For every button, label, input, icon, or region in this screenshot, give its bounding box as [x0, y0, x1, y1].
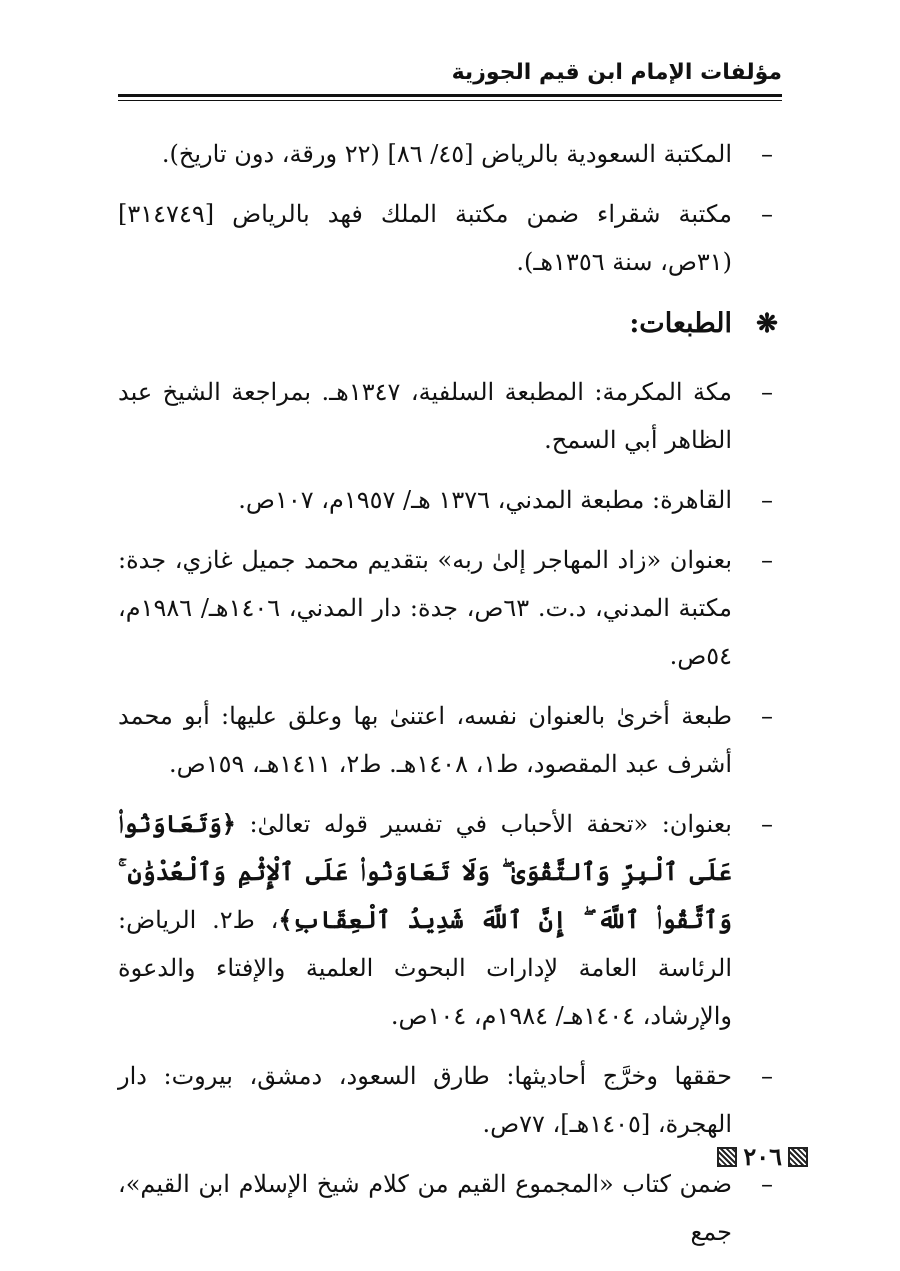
dash-bullet: –: [761, 486, 773, 514]
item-text: بعنوان «زاد المهاجر إلىٰ ربه» بتقديم محمد جميل غازي، جدة: مكتبة المدني، د.ت. ٦٣ص، جدة: دار المدني، ١٤٠٦هـ/ ١٩٨٦م، ٥٤ص.: [118, 546, 732, 670]
list-item: [118, 190, 782, 286]
page-footer: [717, 1142, 808, 1172]
item-text: القاهرة: مطبعة المدني، ١٣٧٦ هـ/ ١٩٥٧م، ١٠٧ص.: [238, 486, 732, 514]
list-item: [118, 368, 782, 464]
dash-bullet: –: [761, 810, 773, 838]
page-body: [118, 130, 782, 1268]
running-header: [118, 56, 782, 101]
dash-bullet: –: [761, 546, 773, 574]
header-rule-thin: [118, 100, 782, 101]
dash-bullet: –: [761, 378, 773, 406]
item-text: ضمن كتاب «المجموع القيم من كلام شيخ الإسلام ابن القيم»، جمع: [118, 1170, 732, 1246]
dash-bullet: –: [761, 200, 773, 228]
item-text: مكتبة شقراء ضمن مكتبة الملك فهد بالرياض [٣١٤٧٤٩] (٣١ص، سنة ١٣٥٦هـ).: [118, 200, 732, 276]
item-text: طبعة أخرىٰ بالعنوان نفسه، اعتنىٰ بها وعلق عليها: أبو محمد أشرف عبد المقصود، ط١، ١٤٠٨هـ. ط٢، ١٤١١هـ، ١٥٩ص.: [118, 702, 732, 778]
ornament-icon: [717, 1147, 737, 1167]
section-title: الطبعات:: [629, 308, 732, 339]
quran-verse: ﴿وَتَعَاوَنُوا۟ عَلَى ٱلْبِرِّ وَٱلتَّقْوَىٰ ۖ وَلَا تَعَاوَنُوا۟ عَلَى ٱلْإِثْمِ وَٱلْعُدْوَٰنِ ۚ وَٱتَّقُوا۟ ٱللَّهَ ۖ إِنَّ ٱللَّهَ شَدِيدُ ٱلْعِقَابِ﴾: [118, 809, 732, 934]
ornament-icon: [788, 1147, 808, 1167]
list-item: [118, 1052, 782, 1148]
dash-bullet: –: [761, 1062, 773, 1090]
item-text: المكتبة السعودية بالرياض [٤٥/ ٨٦] (٢٢ ورقة، دون تاريخ).: [161, 140, 732, 168]
list-item: [118, 536, 782, 680]
page-number: ٢٠٦: [743, 1142, 782, 1171]
header-rule-thick: [118, 94, 782, 97]
asterisk-icon: ❋: [756, 309, 778, 339]
dash-bullet: –: [761, 1170, 773, 1198]
item-text-rest: ، ط٢. الرياض: الرئاسة العامة لإدارات البحوث العلمية والإفتاء والدعوة والإرشاد، ١٤٠٤هـ/ ١٩٨٤م، ١٠٤ص.: [118, 906, 732, 1030]
list-item: [118, 1160, 782, 1256]
list-item: [118, 800, 782, 1040]
dash-bullet: –: [761, 702, 773, 730]
header-title: مؤلفات الإمام ابن قيم الجوزية: [451, 60, 782, 85]
list-item: [118, 476, 782, 524]
item-text: حققها وخرَّج أحاديثها: طارق السعود، دمشق، بيروت: دار الهجرة، [١٤٠٥هـ]، ٧٧ص.: [118, 1062, 732, 1138]
item-text: مكة المكرمة: المطبعة السلفية، ١٣٤٧هـ. بمراجعة الشيخ عبد الظاهر أبي السمح.: [118, 378, 733, 454]
list-item: [118, 692, 782, 788]
list-item: [118, 130, 782, 178]
item-text-intro: بعنوان: «تحفة الأحباب في تفسير قوله تعالىٰ:: [236, 810, 732, 838]
section-heading: [118, 298, 782, 350]
dash-bullet: –: [761, 140, 773, 168]
